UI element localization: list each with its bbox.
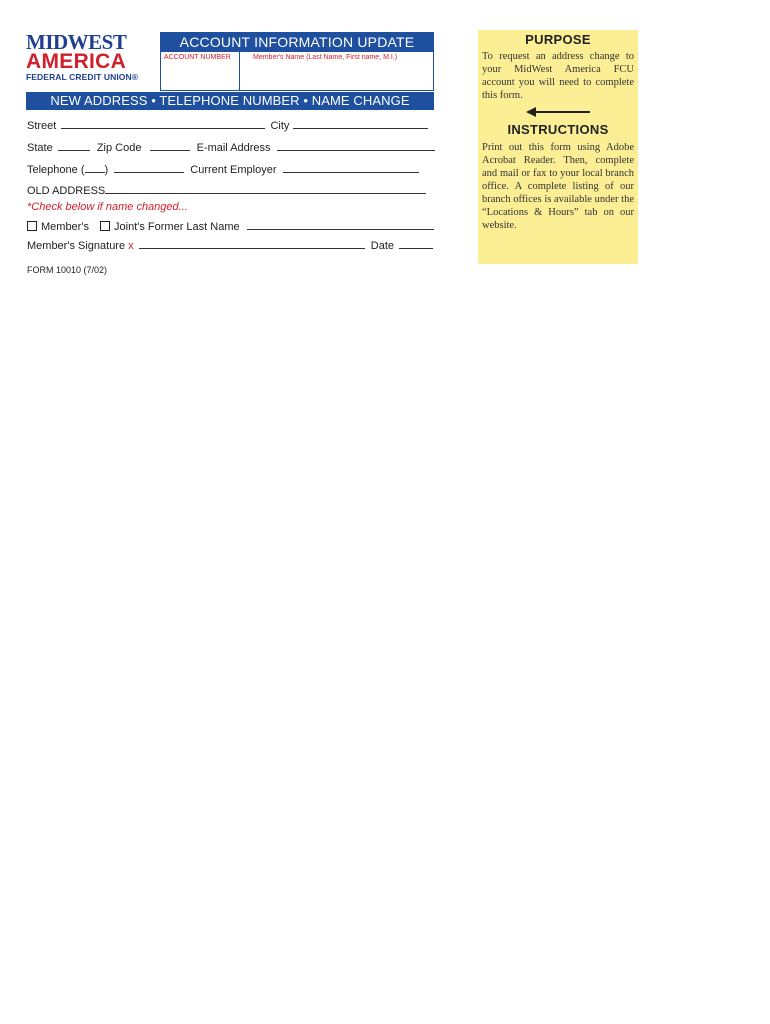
joints-label: Joint's Former Last Name xyxy=(114,221,240,233)
signature-date-row xyxy=(27,238,433,253)
members-checkbox[interactable] xyxy=(27,221,37,231)
state-label: State xyxy=(27,142,53,154)
joints-checkbox[interactable] xyxy=(100,221,110,231)
signature-x-mark: x xyxy=(128,240,134,252)
name-change-row xyxy=(27,219,434,234)
former-last-name-field[interactable] xyxy=(247,219,434,230)
state-field[interactable] xyxy=(58,140,90,151)
area-code-field[interactable] xyxy=(85,162,105,173)
name-change-note: *Check below if name changed... xyxy=(27,201,188,213)
telephone-field[interactable] xyxy=(114,162,184,173)
zip-label: Zip Code xyxy=(96,142,142,154)
city-field[interactable] xyxy=(293,118,428,129)
telephone-label: Telephone ( xyxy=(27,164,85,176)
logo-line-3: FEDERAL CREDIT UNION® xyxy=(26,72,139,82)
logo-line-1: MIDWEST xyxy=(26,30,127,54)
zip-field[interactable] xyxy=(150,140,190,151)
signature-label: Member's Signature xyxy=(27,240,126,252)
form-number: FORM 10010 (7/02) xyxy=(27,265,108,275)
city-label: City xyxy=(270,120,290,132)
date-label: Date xyxy=(370,240,395,252)
telephone-close-paren: ) xyxy=(104,164,109,176)
email-field[interactable] xyxy=(277,140,435,151)
left-arrow-icon xyxy=(482,106,634,116)
instructions-text: Print out this form using Adobe Acrobat Reader. Then, complete and mail or fax to your local branch office. A complete listing of our branch offices is available under the “Locations & Hours” tab on our website. xyxy=(482,142,634,231)
account-info-box xyxy=(160,32,434,91)
purpose-text: To request an address change to your MidWest America FCU account you will need to complete this form. xyxy=(482,51,634,101)
employer-field[interactable] xyxy=(283,162,419,173)
section-title: NEW ADDRESS • TELEPHONE NUMBER • NAME CHANGE xyxy=(26,92,434,110)
employer-label: Current Employer xyxy=(190,164,277,176)
logo xyxy=(26,32,146,80)
account-number-label: ACCOUNT NUMBER xyxy=(164,54,231,61)
signature-field[interactable] xyxy=(139,238,365,249)
old-address-label: OLD ADDRESS xyxy=(27,185,106,197)
logo-line-2: AMERICA xyxy=(26,50,127,73)
telephone-employer-row xyxy=(27,162,419,177)
street-field[interactable] xyxy=(61,118,265,129)
purpose-title: PURPOSE xyxy=(525,32,591,47)
old-address-row xyxy=(27,183,426,198)
street-label: Street xyxy=(27,120,57,132)
state-zip-email-row xyxy=(27,140,435,155)
email-label: E-mail Address xyxy=(196,142,271,154)
purpose-instructions-panel xyxy=(478,30,638,264)
date-field[interactable] xyxy=(399,238,433,249)
old-address-field[interactable] xyxy=(105,183,426,194)
instructions-title: INSTRUCTIONS xyxy=(507,122,609,137)
street-city-row xyxy=(27,118,428,133)
account-info-title: ACCOUNT INFORMATION UPDATE xyxy=(161,33,433,52)
member-name-label: Member's Name (Last Name, First name, M.I.) xyxy=(253,54,398,61)
members-label: Member's xyxy=(41,221,89,233)
